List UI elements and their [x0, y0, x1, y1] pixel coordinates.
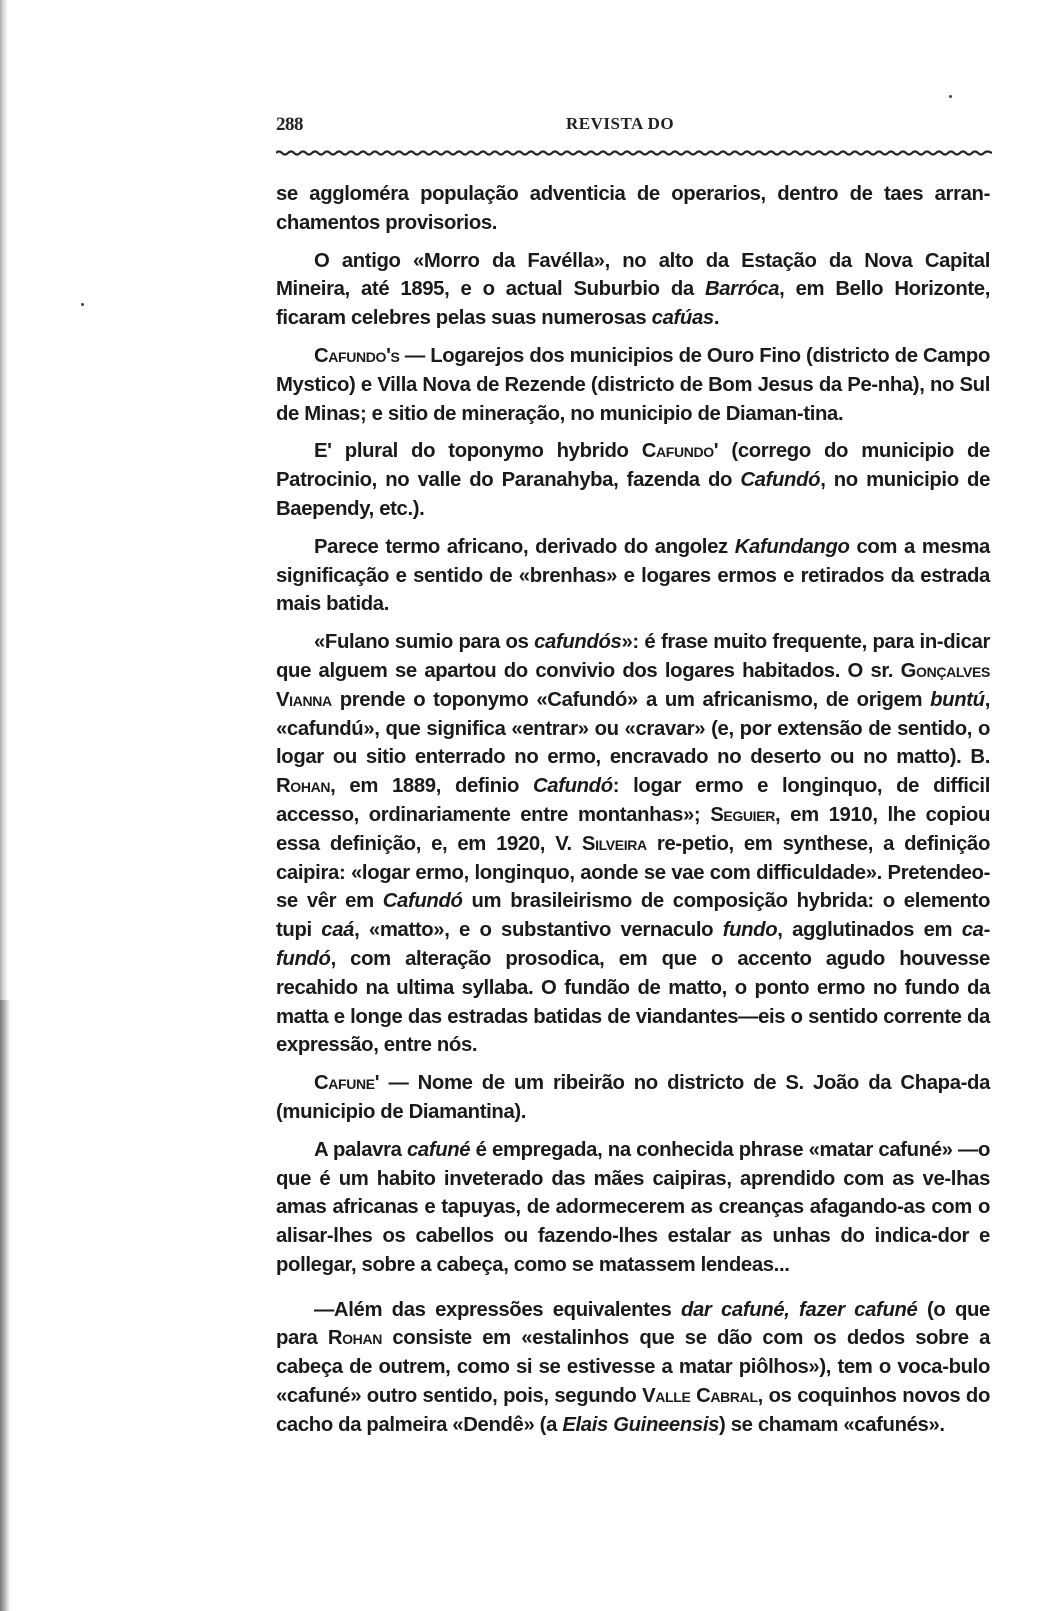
text-run: — Nome de um ribeirão no districto de S. João da Chapa-da (municipio de Diamantina). — [276, 1072, 990, 1123]
running-title: REVISTA DO — [566, 114, 675, 133]
italic-term: buntú — [930, 688, 985, 711]
text-run: , em Bello Horizonte, ficaram celebres pelas suas numerosas — [276, 278, 990, 330]
smallcaps-name: Silveira — [581, 832, 647, 855]
text-run: prende o toponymo «Cafundó» a um africanismo, de origem — [331, 688, 931, 711]
text-run: O antigo «Morro da Favélla», no alto da Estação da Nova Capital Mineira, até 1895, e o actual Suburbio da — [276, 249, 990, 301]
text-run: com a mesma significação e sentido de «brenhas» e logares ermos e retirados da estrada mais batida. — [276, 535, 990, 616]
text-run: A palavra — [314, 1138, 407, 1161]
text-run: re-petio, em synthese, a definição caipira: «logar ermo, longinquo, aonde se vae com difficuldade». Pretendeo-se vêr em — [276, 832, 990, 913]
italic-term: Elais Guineensis — [562, 1413, 720, 1436]
smallcaps-name: Rohan — [327, 1327, 382, 1350]
text-run: consiste em «estalinhos que se dão com os dedos sobre a cabeça de outrem, como si se estivesse a matar piôlhos»), tem o voca-bulo «cafuné» outro sentido, pois, segundo — [276, 1327, 990, 1408]
paragraph — [276, 533, 990, 619]
text-run: é empregada, na conhecida phrase «matar cafuné» —o que é um habito inveterado das mães caipiras, aprendido com as ve-lhas amas africanas e tapuyas, de adormecerem as creanças afagando-as com o alisar-lhes os cabellos ou fazendo-lhes estalar as unhas do indica-dor e pollegar, sobre a cabeça, como se matassem lendeas... — [276, 1138, 990, 1276]
paragraph — [276, 628, 990, 1060]
paragraph — [276, 1296, 990, 1440]
entry-cafune — [276, 1069, 990, 1127]
text-run: . — [713, 307, 720, 330]
article-body — [276, 180, 990, 1440]
paragraph — [276, 247, 990, 333]
scan-edge-shadow-lower — [0, 1000, 10, 1611]
text-run: : logar ermo e longinquo, de difficil accesso, ordinariamente entre montanhas»; — [276, 775, 991, 826]
page-number: 288 — [276, 114, 303, 135]
italic-term: Cafundó — [740, 469, 821, 492]
scan-speck — [81, 303, 84, 306]
paragraph — [276, 1136, 990, 1280]
italic-term: caá — [321, 919, 355, 942]
text-run: —Além das expressões equivalentes — [314, 1298, 681, 1321]
smallcaps-name: Valle Cabral — [642, 1385, 758, 1408]
header-rule — [276, 150, 992, 156]
paragraph — [276, 180, 990, 238]
smallcaps-name: Cafundo' — [641, 440, 719, 463]
entry-cafundos — [276, 342, 990, 428]
text-run: , em 1889, definio — [330, 775, 533, 798]
italic-term: Kafundango — [734, 535, 850, 558]
italic-term: dar cafuné, fazer cafuné — [680, 1298, 918, 1321]
smallcaps-name: Cafundo's — [314, 344, 400, 367]
smallcaps-name: Seguier — [710, 803, 775, 826]
text-run: Parece termo africano, derivado do angolez — [314, 535, 735, 558]
text-run: , «cafundú», que significa «entrar» ou «cravar» (e, por extensão de sentido, o logar ou sitio enterrado no ermo, encravado no deserto ou no matto). B. — [276, 688, 990, 769]
paragraph — [276, 437, 990, 523]
italic-term: fundo — [722, 919, 778, 942]
text-run: , com alteração prosodica, em que o accento agudo houvesse recahido na ultima syllaba. O fundão de matto, o ponto ermo no fundo da matta e longe das estradas batidas de viandantes—eis o sentido corrente da expressão, entre nós. — [276, 947, 990, 1057]
italic-term: cafúas — [651, 307, 714, 330]
italic-term: Cafundó — [382, 890, 463, 913]
text-run: ) se chamam «cafunés». — [719, 1413, 945, 1436]
scan-speck — [949, 95, 952, 98]
text-run: um brasileirismo de composição hybrida: o elemento tupi — [276, 890, 990, 942]
text-run: »: é frase muito frequente, para in-dicar que alguem se apartou do convivio dos logares habitados. O sr. — [276, 631, 990, 682]
text-run: E' plural do toponymo hybrido — [314, 440, 642, 463]
text-run: , os coquinhos novos do cacho da palmeira «Dendê» (a — [276, 1385, 991, 1436]
smallcaps-name: Gonçalves Vianna — [276, 659, 990, 711]
page-header — [276, 114, 990, 144]
text-run: «Fulano sumio para os — [314, 631, 535, 654]
smallcaps-name: Rohan — [276, 775, 331, 798]
text-run: (corrego do municipio de Patrocinio, no valle do Paranahyba, fazenda do — [276, 440, 990, 492]
text-run: (o que para — [276, 1298, 990, 1350]
italic-term: Barróca — [704, 278, 780, 301]
text-run: , no municipio de Baependy, etc.). — [276, 469, 990, 520]
italic-term: cafuné — [406, 1138, 471, 1161]
text-run: , em 1910, lhe copiou essa definição, e, em 1920, V. — [276, 803, 990, 855]
text-run: , «matto», e o substantivo vernaculo — [354, 919, 723, 942]
italic-term: cafundós — [534, 631, 622, 654]
text-run: se aggloméra população adventicia de operarios, dentro de taes arran-chamentos provisorios. — [276, 183, 990, 234]
smallcaps-name: Cafune' — [314, 1072, 380, 1095]
text-run: — Logarejos dos municipios de Ouro Fino (districto de Campo Mystico) e Villa Nova de Rezende (districto de Bom Jesus da Pe-nha), no Sul de Minas; e sitio de mineração, no municipio de Diaman-tina. — [276, 344, 990, 425]
text-run: , agglutinados em — [777, 919, 962, 942]
italic-term: ca-fundó — [276, 919, 990, 970]
italic-term: Cafundó — [532, 775, 613, 798]
